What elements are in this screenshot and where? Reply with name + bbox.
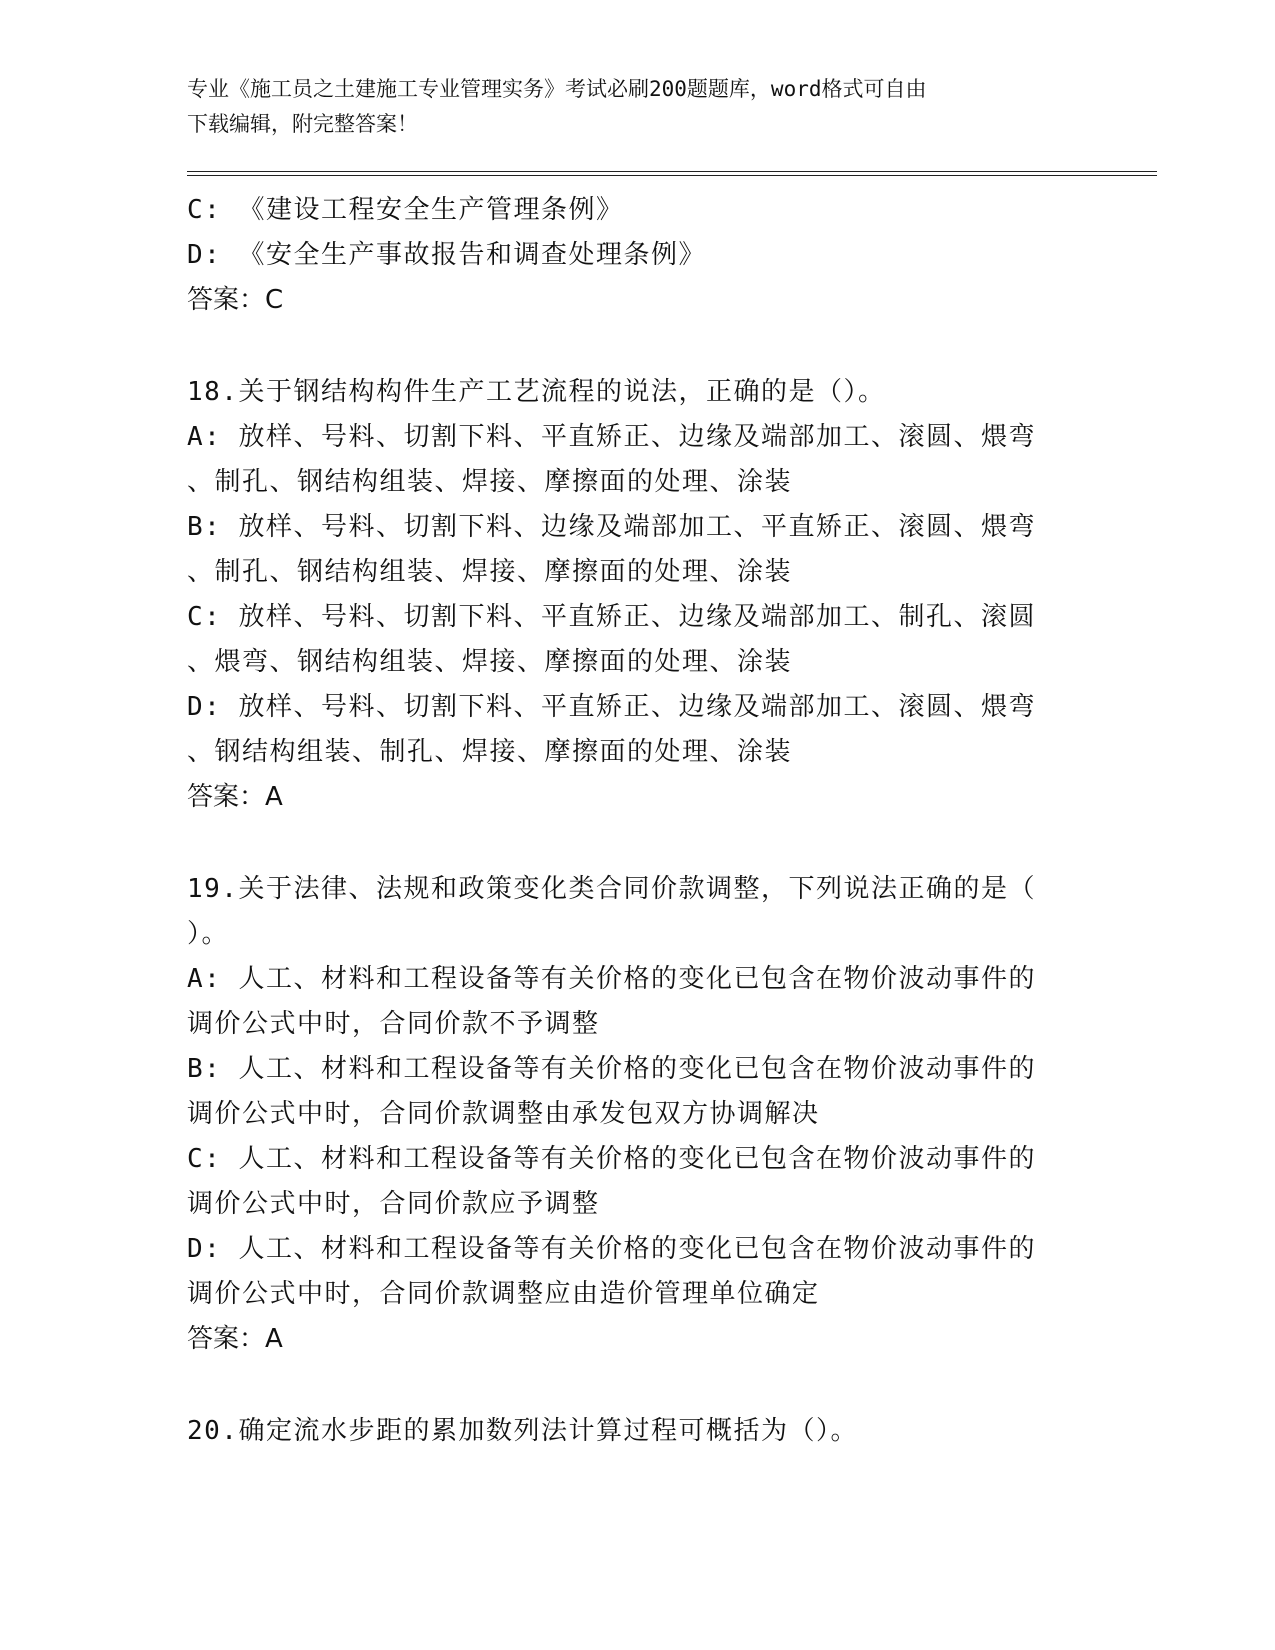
option-c-continued: 调价公式中时，合同价款应予调整 <box>187 1189 600 1219</box>
question-stem-continued: ）。 <box>187 919 230 949</box>
option-a: A: 放样、号料、切割下料、平直矫正、边缘及端部加工、滚圆、煨弯 <box>187 422 1036 452</box>
header-title-line-1: 专业《施工员之土建施工专业管理实务》考试必刷200题题库，word格式可自由 <box>187 77 927 101</box>
question-content <box>187 188 1087 1454</box>
question-19-block <box>187 867 1087 1362</box>
question-stem: 18.关于钢结构构件生产工艺流程的说法，正确的是（）。 <box>187 377 886 407</box>
option-c-continued: 、煨弯、钢结构组装、焊接、摩擦面的处理、涂装 <box>187 647 793 677</box>
question-stem: 19.关于法律、法规和政策变化类合同价款调整，下列说法正确的是（ <box>187 874 1036 904</box>
option-c: C: 放样、号料、切割下料、平直矫正、边缘及端部加工、制孔、滚圆 <box>187 602 1036 632</box>
option-d-continued: 调价公式中时，合同价款调整应由造价管理单位确定 <box>187 1279 820 1309</box>
option-b-continued: 、制孔、钢结构组装、焊接、摩擦面的处理、涂装 <box>187 557 793 587</box>
option-d-continued: 、钢结构组装、制孔、焊接、摩擦面的处理、涂装 <box>187 737 793 767</box>
option-a-continued: 、制孔、钢结构组装、焊接、摩擦面的处理、涂装 <box>187 467 793 497</box>
question-stem: 20.确定流水步距的累加数列法计算过程可概括为（）。 <box>187 1416 858 1446</box>
answer-label: 答案：A <box>187 1324 283 1354</box>
option-d: D: 放样、号料、切割下料、平直矫正、边缘及端部加工、滚圆、煨弯 <box>187 692 1036 722</box>
option-d: D: 《安全生产事故报告和调查处理条例》 <box>187 240 706 270</box>
option-a-continued: 调价公式中时，合同价款不予调整 <box>187 1009 600 1039</box>
document-header <box>187 72 1087 142</box>
question-20-block <box>187 1409 1087 1454</box>
option-a: A: 人工、材料和工程设备等有关价格的变化已包含在物价波动事件的 <box>187 964 1036 994</box>
option-b: B: 人工、材料和工程设备等有关价格的变化已包含在物价波动事件的 <box>187 1054 1036 1084</box>
answer-label: 答案：A <box>187 782 283 812</box>
header-title-line-2: 下载编辑，附完整答案！ <box>187 112 418 136</box>
header-rule-top <box>187 171 1157 172</box>
answer-label: 答案：C <box>187 285 284 315</box>
header-rule-bottom <box>187 175 1157 176</box>
option-d: D: 人工、材料和工程设备等有关价格的变化已包含在物价波动事件的 <box>187 1234 1036 1264</box>
option-b: B: 放样、号料、切割下料、边缘及端部加工、平直矫正、滚圆、煨弯 <box>187 512 1036 542</box>
option-c: C: 人工、材料和工程设备等有关价格的变化已包含在物价波动事件的 <box>187 1144 1036 1174</box>
option-c: C: 《建设工程安全生产管理条例》 <box>187 195 624 225</box>
question-18-block <box>187 370 1087 820</box>
option-b-continued: 调价公式中时，合同价款调整由承发包双方协调解决 <box>187 1099 820 1129</box>
prev-question-block <box>187 188 1087 323</box>
